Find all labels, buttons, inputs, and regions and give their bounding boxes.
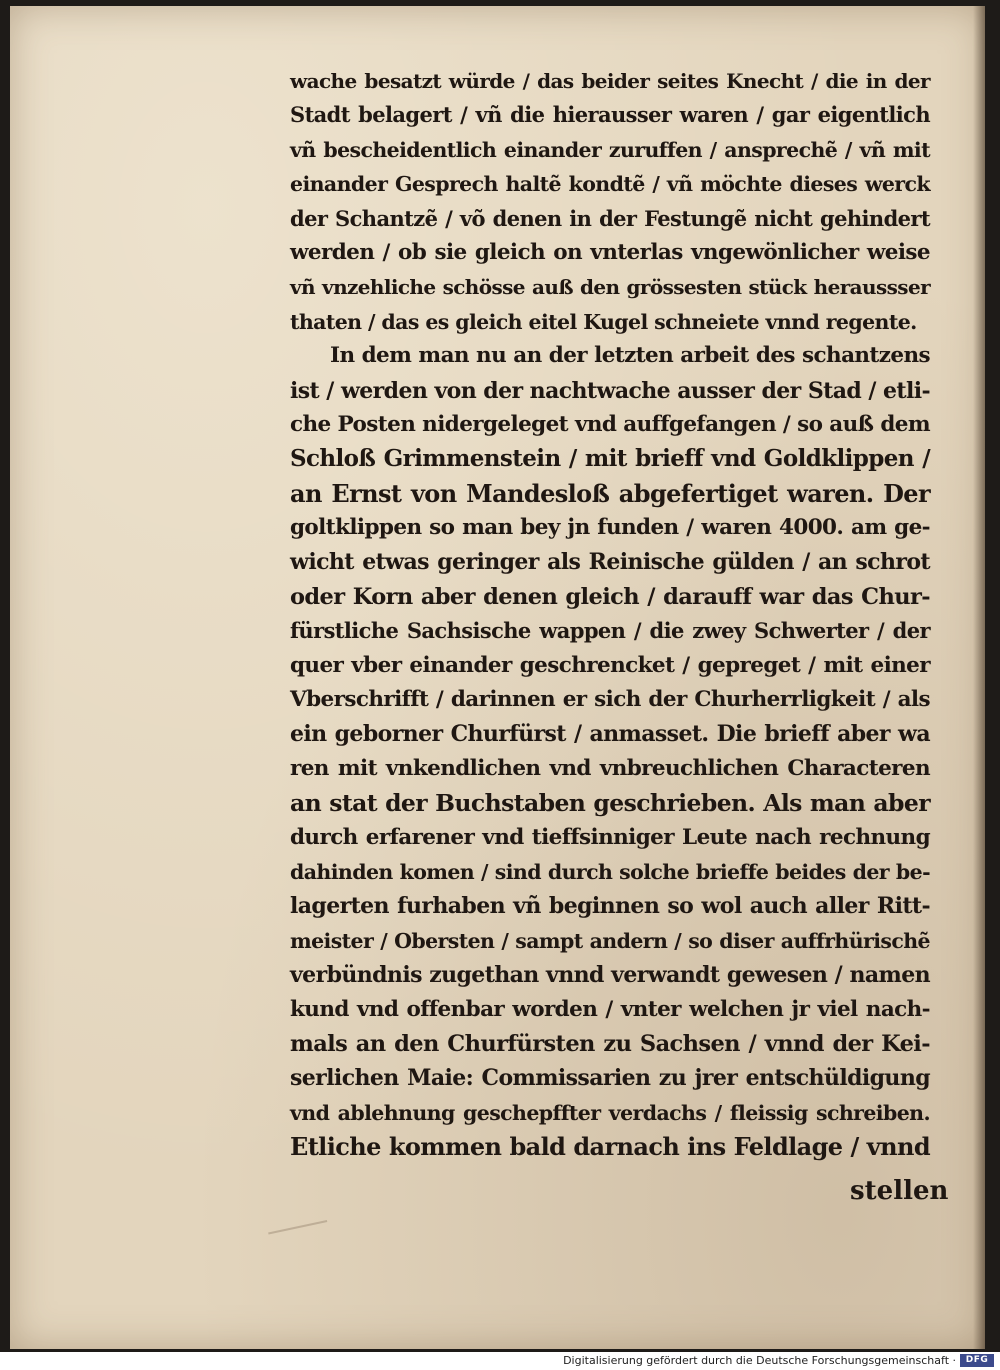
page-edge-shadow	[973, 6, 985, 1349]
text-line: In dem man nu an der letzten arbeit des schantzens	[330, 343, 930, 369]
ink-stain	[268, 1220, 332, 1256]
text-line: einander Gesprech haltẽ kondtẽ / vñ möchte dieses werck	[290, 172, 930, 197]
text-line: Etliche kommen bald darnach ins Feldlage / vnnd	[290, 1132, 930, 1162]
text-line: kund vnd offenbar worden / vnter welchen jr viel nach-	[290, 996, 930, 1022]
text-line: werden / ob sie gleich on vnterlas vngewönlicher weise	[290, 239, 930, 265]
text-line: wicht etwas geringer als Reinische gülden / an schrot	[290, 549, 930, 576]
text-line: an stat der Buchstaben geschrieben. Als man aber	[290, 789, 930, 818]
text-line: an Ernst von Mandesloß abgefertiget waren. Der	[290, 478, 930, 508]
text-line: oder Korn aber denen gleich / darauff war das Chur-	[290, 583, 930, 610]
text-line: der Schantzẽ / võ denen in der Festungẽ nicht gehindert	[290, 205, 930, 231]
text-line: fürstliche Sachsische wappen / die zwey Schwerter / der	[290, 618, 930, 644]
text-line: Vberschrifft / darinnen er sich der Churherrligkeit / als	[290, 687, 930, 713]
text-line: ein geborner Churfürst / anmasset. Die brieff aber wa	[290, 721, 930, 748]
catchword: stellen	[850, 1176, 949, 1206]
text-line: lagerten furhaben vñ beginnen so wol auch aller Ritt-	[290, 893, 930, 920]
text-line: Schloß Grimmenstein / mit brieff vnd Goldklippen /	[290, 445, 930, 473]
body-text	[290, 64, 930, 1165]
text-line: durch erfarener vnd tieffsinniger Leute nach rechnung	[290, 824, 930, 850]
dfg-logo: DFG	[960, 1354, 994, 1367]
text-line: mals an den Churfürsten zu Sachsen / vnnd der Kei-	[290, 1030, 930, 1057]
text-line: Stadt belagert / vñ die hierausser waren / gar eigentlich	[290, 102, 930, 128]
text-line: goltklippen so man bey jn funden / waren 4000. am ge-	[290, 515, 930, 541]
text-line: che Posten nidergeleget vnd auffgefangen / so auß dem	[290, 411, 930, 437]
text-line: vñ bescheidentlich einander zuruffen / ansprechẽ / vñ mit	[290, 137, 930, 162]
text-line: wache besatzt würde / das beider seites Knecht / die in der	[290, 69, 930, 93]
text-line: meister / Obersten / sampt andern / so diser auffrhürischẽ	[290, 928, 930, 953]
text-line: quer vber einander geschrencket / gepreget / mit einer	[290, 652, 930, 678]
text-line: dahinden komen / sind durch solche brieffe beides der be-	[290, 859, 930, 884]
text-line: ren mit vnkendlichen vnd vnbreuchlichen Characteren	[290, 755, 930, 781]
text-line: ist / werden von der nachtwache ausser der Stad / etli-	[290, 377, 930, 404]
text-line: serlichen Maie: Commissarien zu jrer entschüldigung	[290, 1065, 930, 1092]
text-line: vñ vnzehliche schösse auß den grössesten stück heraussser	[290, 275, 930, 300]
text-line: vnd ablehnung geschepffter verdachs / fleissig schreiben.	[290, 1100, 930, 1125]
text-line: verbündnis zugethan vnnd verwandt gewesen / namen	[290, 962, 930, 989]
text-line: thaten / das es gleich eitel Kugel schneiete vnnd regente.	[290, 309, 917, 334]
funding-credit: Digitalisierung gefördert durch die Deutsche Forschungsgemeinschaft ·	[563, 1354, 956, 1367]
